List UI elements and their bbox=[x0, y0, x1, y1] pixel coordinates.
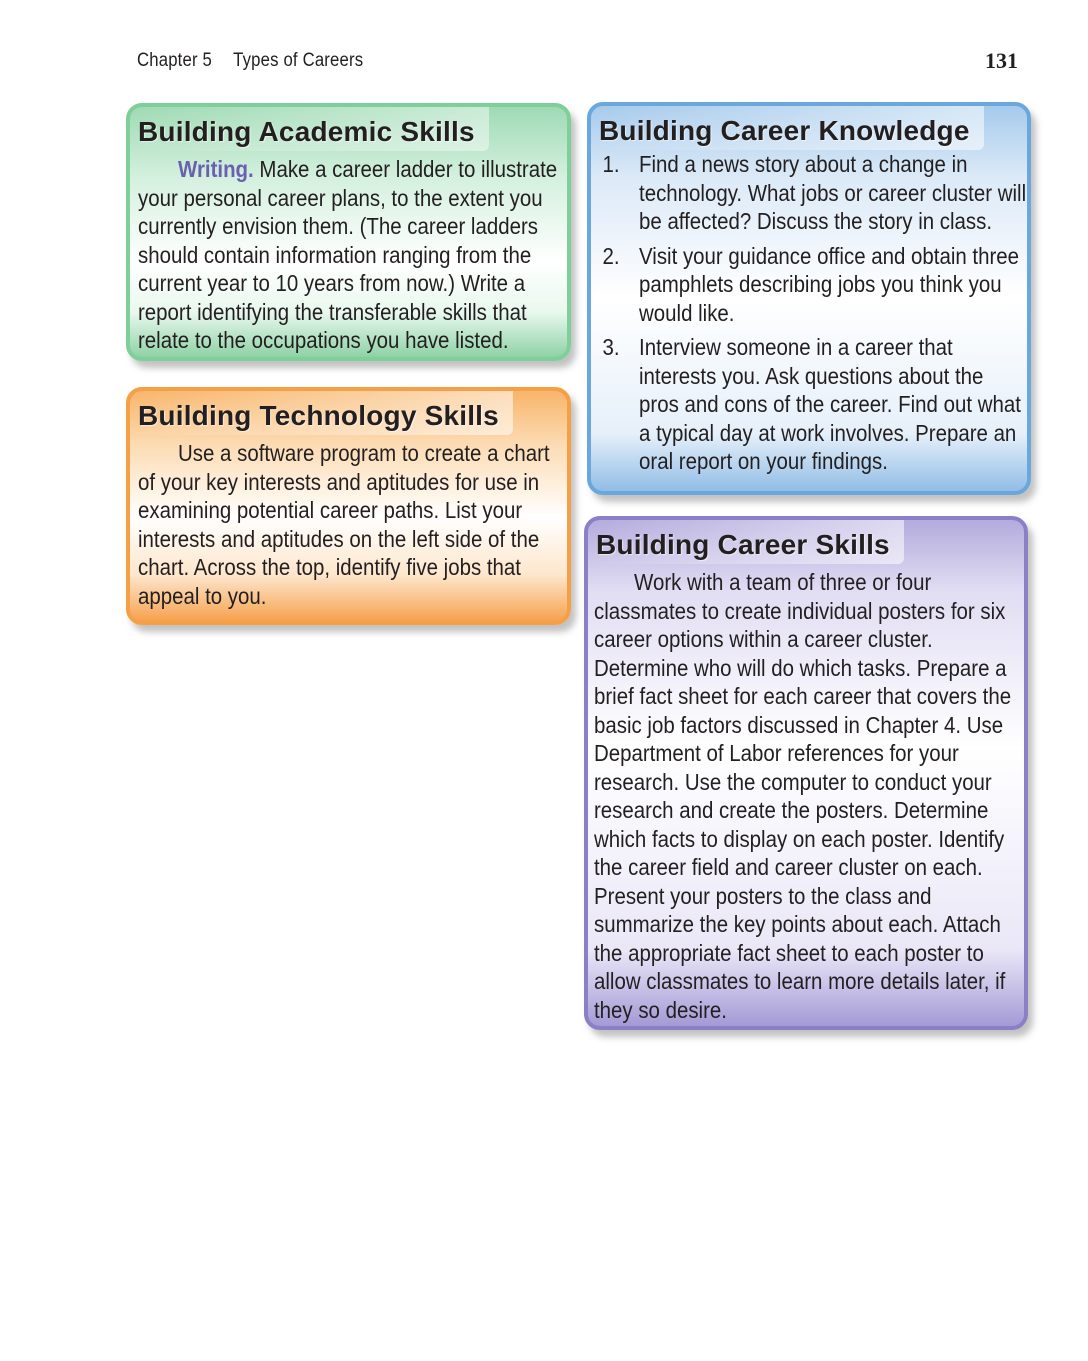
career-knowledge-list bbox=[599, 150, 1027, 476]
list-item bbox=[599, 333, 1027, 476]
career-knowledge-box bbox=[587, 102, 1031, 495]
list-item bbox=[599, 242, 1027, 328]
list-item-text: Interview someone in a career that interests you. Ask questions about the pros and cons of the career. Find out what a typical day at work involves. Prepare an oral report on your findings. bbox=[639, 334, 1021, 474]
running-head bbox=[137, 50, 363, 72]
career-skills-title: Building Career Skills bbox=[588, 520, 904, 564]
academic-lead-word: Writing. bbox=[178, 156, 254, 182]
list-item-number: 1. bbox=[602, 151, 620, 177]
list-item-text: Visit your guidance office and obtain three pamphlets describing jobs you think you would like. bbox=[639, 242, 1020, 326]
technology-skills-title: Building Technology Skills bbox=[130, 391, 513, 435]
technology-skills-text bbox=[138, 439, 567, 610]
academic-skills-box bbox=[126, 103, 571, 361]
career-skills-text bbox=[594, 568, 1024, 1024]
list-item bbox=[599, 150, 1027, 236]
academic-skills-text bbox=[138, 155, 567, 355]
technology-body: Use a software program to create a chart of your key interests and aptitudes for use in examining potential career paths. List your interests and aptitudes on the left side of the chart. Across the top, identify five jobs that appeal to you. bbox=[138, 440, 550, 609]
career-knowledge-text bbox=[599, 150, 1027, 476]
chapter-title: Types of Careers bbox=[233, 50, 364, 71]
list-item-text: Find a news story about a change in technology. What jobs or career cluster will be affected? Discuss the story in class. bbox=[639, 151, 1027, 234]
chapter-label: Chapter 5 bbox=[137, 50, 213, 71]
page-number: 131 bbox=[985, 48, 1018, 73]
career-body: Work with a team of three or four classmates to create individual posters for six career options within a career cluster. Determine who will do which tasks. Prepare a brief fact sheet for each career that covers the basic job factors discussed in Chapter 4. Use Department of Labor references for your research. Use the computer to conduct your research and create the posters. Determine which facts to display on each poster. Identify the career field and career cluster on each. Present your posters to the class and summarize the key points about each. Attach the appropriate fact sheet to each poster to allow classmates to learn more details later, if they so desire. bbox=[594, 569, 1012, 1023]
technology-skills-box bbox=[126, 387, 571, 625]
career-skills-box bbox=[584, 516, 1028, 1030]
academic-skills-title: Building Academic Skills bbox=[130, 107, 489, 151]
career-knowledge-title: Building Career Knowledge bbox=[591, 106, 984, 150]
list-item-number: 3. bbox=[602, 334, 620, 360]
list-item-number: 2. bbox=[602, 242, 620, 269]
academic-body: Make a career ladder to illustrate your personal career plans, to the extent you currently envision them. (The career ladders should contain information ranging from the current year to 10 years from now.) Write a report identifying the transferable skills that relate to the occupations you have listed. bbox=[138, 156, 558, 353]
